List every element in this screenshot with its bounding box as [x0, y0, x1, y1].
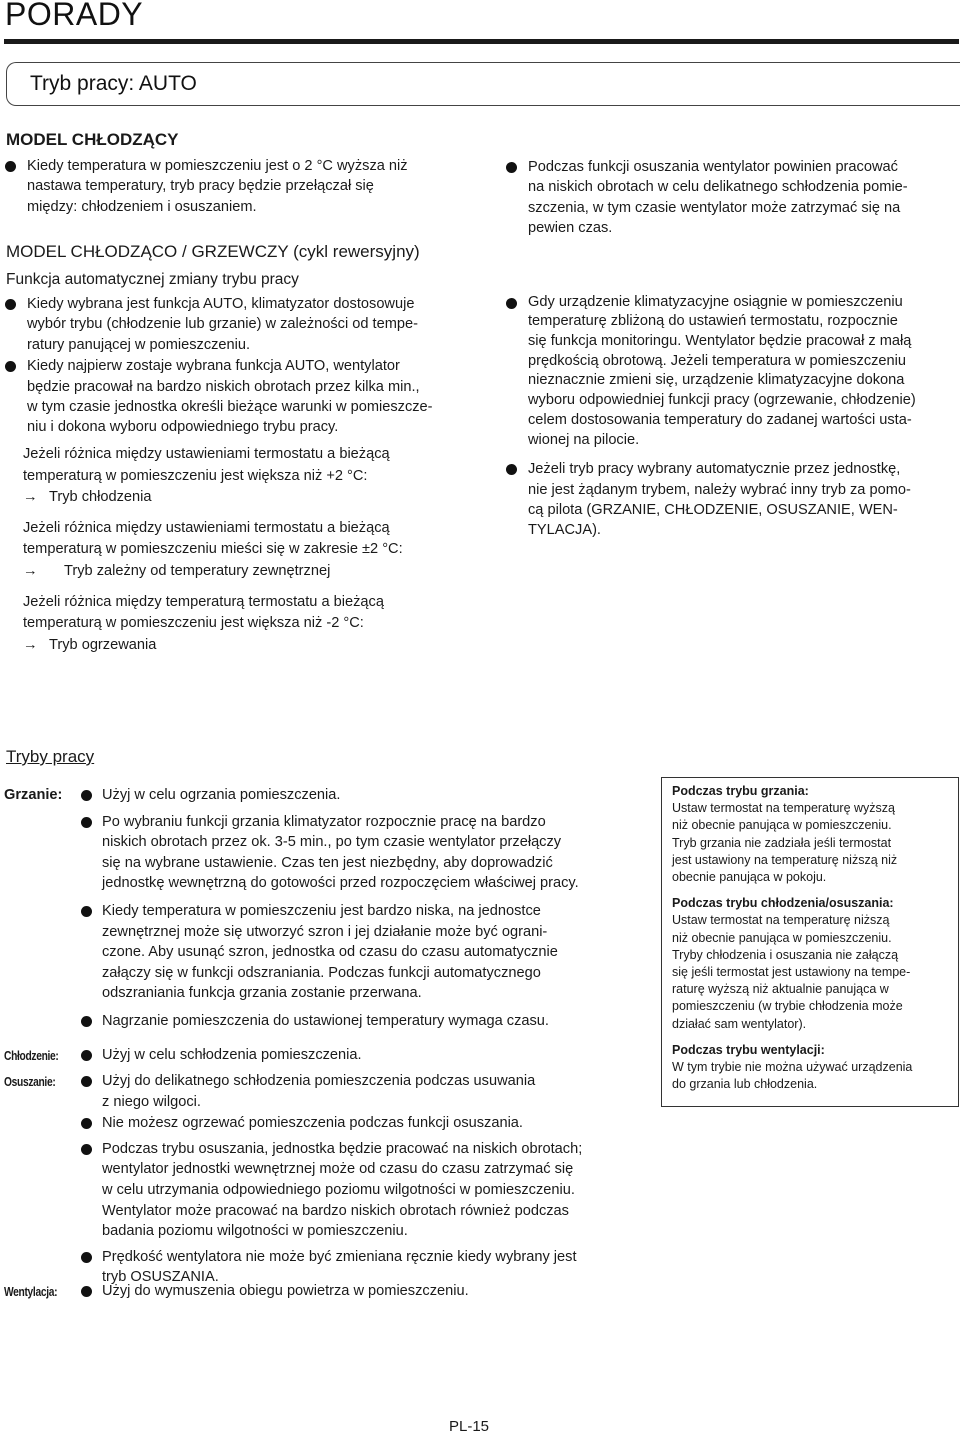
- line: pomieszczeniu (w trybie chłodzenia może: [672, 999, 903, 1014]
- line: się jeśli termostat jest ustawiony na tempe-: [672, 965, 911, 980]
- line: zewnętrznej może się utworzyć szron i jej działanie może być ograni-: [102, 923, 548, 940]
- line: Jeżeli różnica między ustawieniami termostatu a bieżącą: [23, 446, 390, 462]
- cooling-model-bullet: [4, 156, 474, 217]
- condition-2: [23, 518, 493, 583]
- line: Kiedy najpierw zostaje wybrana funkcja AUTO, wentylator: [27, 358, 400, 375]
- line: się funkcja monitoringu. Wentylator będzie pracował z małą: [528, 333, 912, 350]
- line: Ustaw termostat na temperaturę wyższą: [672, 801, 895, 816]
- cooling-bullet-1: [80, 1045, 640, 1066]
- line: ratury panującej w pomieszczeniu.: [27, 336, 251, 353]
- line: wentylator jednostki wewnętrznej może od czasu do czasu zatrzymać się: [102, 1161, 574, 1178]
- heating-bullet-4: [80, 1011, 640, 1032]
- line: cą pilota (GRZANIE, CHŁODZENIE, OSUSZANIE, WEN-: [528, 502, 898, 519]
- heatpump-bullet-2: [4, 356, 484, 438]
- heating-bullet-3: [80, 901, 640, 1004]
- result-2-text: Tryb zależny od temperatury zewnętrznej: [64, 562, 331, 579]
- line: Tryb grzania nie zadziała jeśli termostat: [672, 835, 892, 850]
- line: Jeżeli różnica między ustawieniami termostatu a bieżącą: [23, 519, 390, 536]
- line: badania poziomu wilgotności w pomieszczeniu.: [102, 1223, 408, 1240]
- section-tab-title: Tryb pracy: AUTO: [30, 72, 197, 95]
- line: Nagrzanie pomieszczenia do ustawionej temperatury wymaga czasu.: [102, 1012, 549, 1029]
- line: Kiedy wybrana jest funkcja AUTO, klimatyzator dostosowuje: [27, 296, 415, 312]
- line: Użyj do delikatnego schłodzenia pomieszczenia podczas usuwania: [102, 1073, 536, 1089]
- tip-cooling: [672, 895, 948, 1033]
- line: Ustaw termostat na temperaturę niższą: [672, 913, 890, 928]
- line: na niskich obrotach w celu delikatnego schłodzenia pomie-: [528, 179, 908, 196]
- title-rule: [4, 39, 959, 44]
- line: raturę wyższą niż aktualnie panująca w: [672, 982, 889, 997]
- line: Jeżeli tryb pracy wybrany automatycznie przez jednostkę,: [528, 461, 901, 478]
- heatpump-bullet-1: [4, 294, 484, 355]
- condition-3: [23, 592, 493, 657]
- line: z niego wilgoci.: [102, 1093, 201, 1110]
- heating-bullet-1: [80, 785, 640, 806]
- line: wyboru odpowiedniej funkcji pracy (ogrzewanie, chłodzenie): [528, 392, 916, 409]
- line: Tryby chłodzenia i osuszania nie załączą: [672, 947, 899, 962]
- line: Prędkość wentylatora nie może być zmieniana ręcznie kiedy wybrany jest: [102, 1248, 577, 1265]
- modes-title: Tryby pracy: [6, 747, 95, 766]
- line: Użyj w celu schłodzenia pomieszczenia.: [102, 1047, 362, 1063]
- result-3: [23, 635, 493, 657]
- right-column: [505, 157, 955, 541]
- line: wionej na pilocie.: [528, 431, 640, 448]
- line: Gdy urządzenie klimatyzacyjne osiągnie w pomieszczeniu: [528, 293, 903, 310]
- drying-bullet-1: [80, 1071, 640, 1112]
- heatpump-model-heading: MODEL CHŁODZĄCO / GRZEWCZY (cykl rewersyjny): [6, 242, 420, 261]
- tip-fan-title: Podczas trybu wentylacji:: [672, 1042, 825, 1057]
- line: temperaturą w pomieszczeniu mieści się w zakresie ±2 °C:: [23, 541, 403, 558]
- tips-box: [661, 777, 959, 1107]
- mode-cooling-label: Chłodzenie:: [4, 1049, 59, 1063]
- line: między: chłodzeniem i osuszaniem.: [27, 198, 257, 215]
- right-bullet-2: [505, 293, 955, 451]
- drying-bullet-2: [80, 1113, 640, 1134]
- line: Nie możesz ogrzewać pomieszczenia podczas funkcji osuszania.: [102, 1115, 523, 1132]
- result-2: [23, 561, 493, 583]
- cooling-model-heading: MODEL CHŁODZĄCY: [6, 130, 179, 149]
- fan-bullet-1: [80, 1281, 640, 1302]
- page-title: PORADY: [5, 0, 144, 32]
- line: Kiedy temperatura w pomieszczeniu jest o 2 °C wyższa niż: [27, 158, 408, 174]
- line: temperaturą w pomieszczeniu jest większa niż +2 °C:: [23, 467, 368, 484]
- line: Użyj do wymuszenia obiegu powietrza w pomieszczeniu.: [102, 1283, 469, 1299]
- result-1: [23, 487, 493, 509]
- tip-heating-title: Podczas trybu grzania:: [672, 784, 809, 798]
- line: niu i dokona wyboru odpowiedniego trybu pracy.: [27, 419, 339, 436]
- line: temperaturę zbliżoną do ustawień termostatu, rozpocznie: [528, 313, 898, 330]
- line: celem dostosowania temperatury do zadanej wartości usta-: [528, 411, 912, 428]
- result-1-text: Tryb chłodzenia: [49, 489, 152, 506]
- arrow-icon: →: [23, 636, 38, 653]
- line: załączy się w funkcji odszraniania. Podczas funkcji automatycznego: [102, 964, 541, 981]
- line: Po wybraniu funkcji grzania klimatyzator rozpocznie pracę na bardzo: [102, 813, 546, 830]
- line: jednostkę wewnętrzną do gotowości przed rozpoczęciem właściwej pracy.: [102, 875, 579, 892]
- result-3-text: Tryb ogrzewania: [49, 636, 157, 653]
- line: w tym czasie jednostka określi bieżące warunki w pomieszcze-: [27, 399, 433, 416]
- right-bullet-1: [505, 157, 955, 239]
- condition-1: [23, 444, 493, 509]
- line: wybór trybu (chłodzenie lub grzanie) w zależności od tempe-: [27, 316, 418, 333]
- mode-heating-label: Grzanie:: [4, 787, 63, 803]
- right-bullet-3: [505, 459, 955, 541]
- line: obecnie panująca w pokoju.: [672, 870, 827, 885]
- line: działać sam wentylator).: [672, 1016, 807, 1031]
- tip-heating: [672, 783, 948, 886]
- line: Użyj w celu ogrzania pomieszczenia.: [102, 787, 341, 803]
- line: Podczas funkcji osuszania wentylator powinien pracować: [528, 159, 898, 175]
- line: odszraniania funkcja grzania zostanie przerwana.: [102, 985, 422, 1002]
- auto-conditions: [23, 444, 493, 656]
- line: nastawa temperatury, tryb pracy będzie przełączał się: [27, 178, 374, 195]
- line: czone. Aby usunąć szron, jednostka od czasu do czasu automatycznie: [102, 944, 558, 961]
- mode-drying-label: Osuszanie:: [4, 1075, 56, 1089]
- line: Podczas trybu osuszania, jednostka będzie pracować na niskich obrotach;: [102, 1140, 583, 1157]
- heatpump-bullets: [4, 294, 484, 438]
- line: temperaturą w pomieszczeniu jest większa niż -2 °C:: [23, 615, 364, 632]
- line: Jeżeli różnica między temperaturą termostatu a bieżącą: [23, 593, 384, 610]
- line: TYLACJA).: [528, 522, 601, 539]
- tip-fan: [672, 1042, 948, 1094]
- line: w celu utrzymania odpowiedniego poziomu wilgotności w pomieszczeniu.: [102, 1181, 575, 1198]
- line: niskich obrotach przez ok. 3-5 min., po tym czasie wentylator przełączy: [102, 834, 562, 851]
- line: do grzania lub chłodzenia.: [672, 1077, 818, 1092]
- line: niż obecnie panująca w pomieszczeniu.: [672, 818, 892, 833]
- line: prędkością obrotową. Jeżeli temperatura w pomieszczeniu: [528, 352, 906, 369]
- line: szczenia, w tym czasie wentylator może zatrzymać się na: [528, 199, 901, 216]
- arrow-icon: →: [23, 562, 38, 579]
- tip-cooling-title: Podczas trybu chłodzenia/osuszania:: [672, 896, 894, 911]
- line: nieznacznie zmieni się, urządzenie klimatyzacyjne dokona: [528, 372, 905, 389]
- line: Wentylator może pracować na bardzo niskich obrotach również podczas: [102, 1202, 569, 1219]
- line: W tym trybie nie można używać urządzenia: [672, 1060, 913, 1075]
- heating-bullet-2: [80, 812, 640, 894]
- line: będzie pracował na bardzo niskich obrotach przez kilka min.,: [27, 378, 420, 395]
- mode-fan-label: Wentylacja:: [4, 1285, 58, 1299]
- line: tryb OSUSZANIA.: [102, 1269, 219, 1286]
- drying-bullet-3: [80, 1139, 640, 1242]
- line: pewien czas.: [528, 220, 613, 237]
- arrow-icon: →: [23, 489, 38, 506]
- line: się na wybrane ustawienie. Czas ten jest niezbędny, aby doprowadzić: [102, 854, 553, 871]
- line: Kiedy temperatura w pomieszczeniu jest bardzo niska, na jednostce: [102, 902, 541, 919]
- line: nie jest żądanym trybem, należy wybrać inny tryb za pomo-: [528, 481, 911, 498]
- heatpump-model-subheading: Funkcja automatycznej zmiany trybu pracy: [6, 271, 299, 288]
- line: niż obecnie panująca w pomieszczeniu.: [672, 930, 892, 945]
- line: jest ustawiony na temperaturę niższą niż: [672, 852, 898, 867]
- page-number: PL-15: [449, 1418, 490, 1435]
